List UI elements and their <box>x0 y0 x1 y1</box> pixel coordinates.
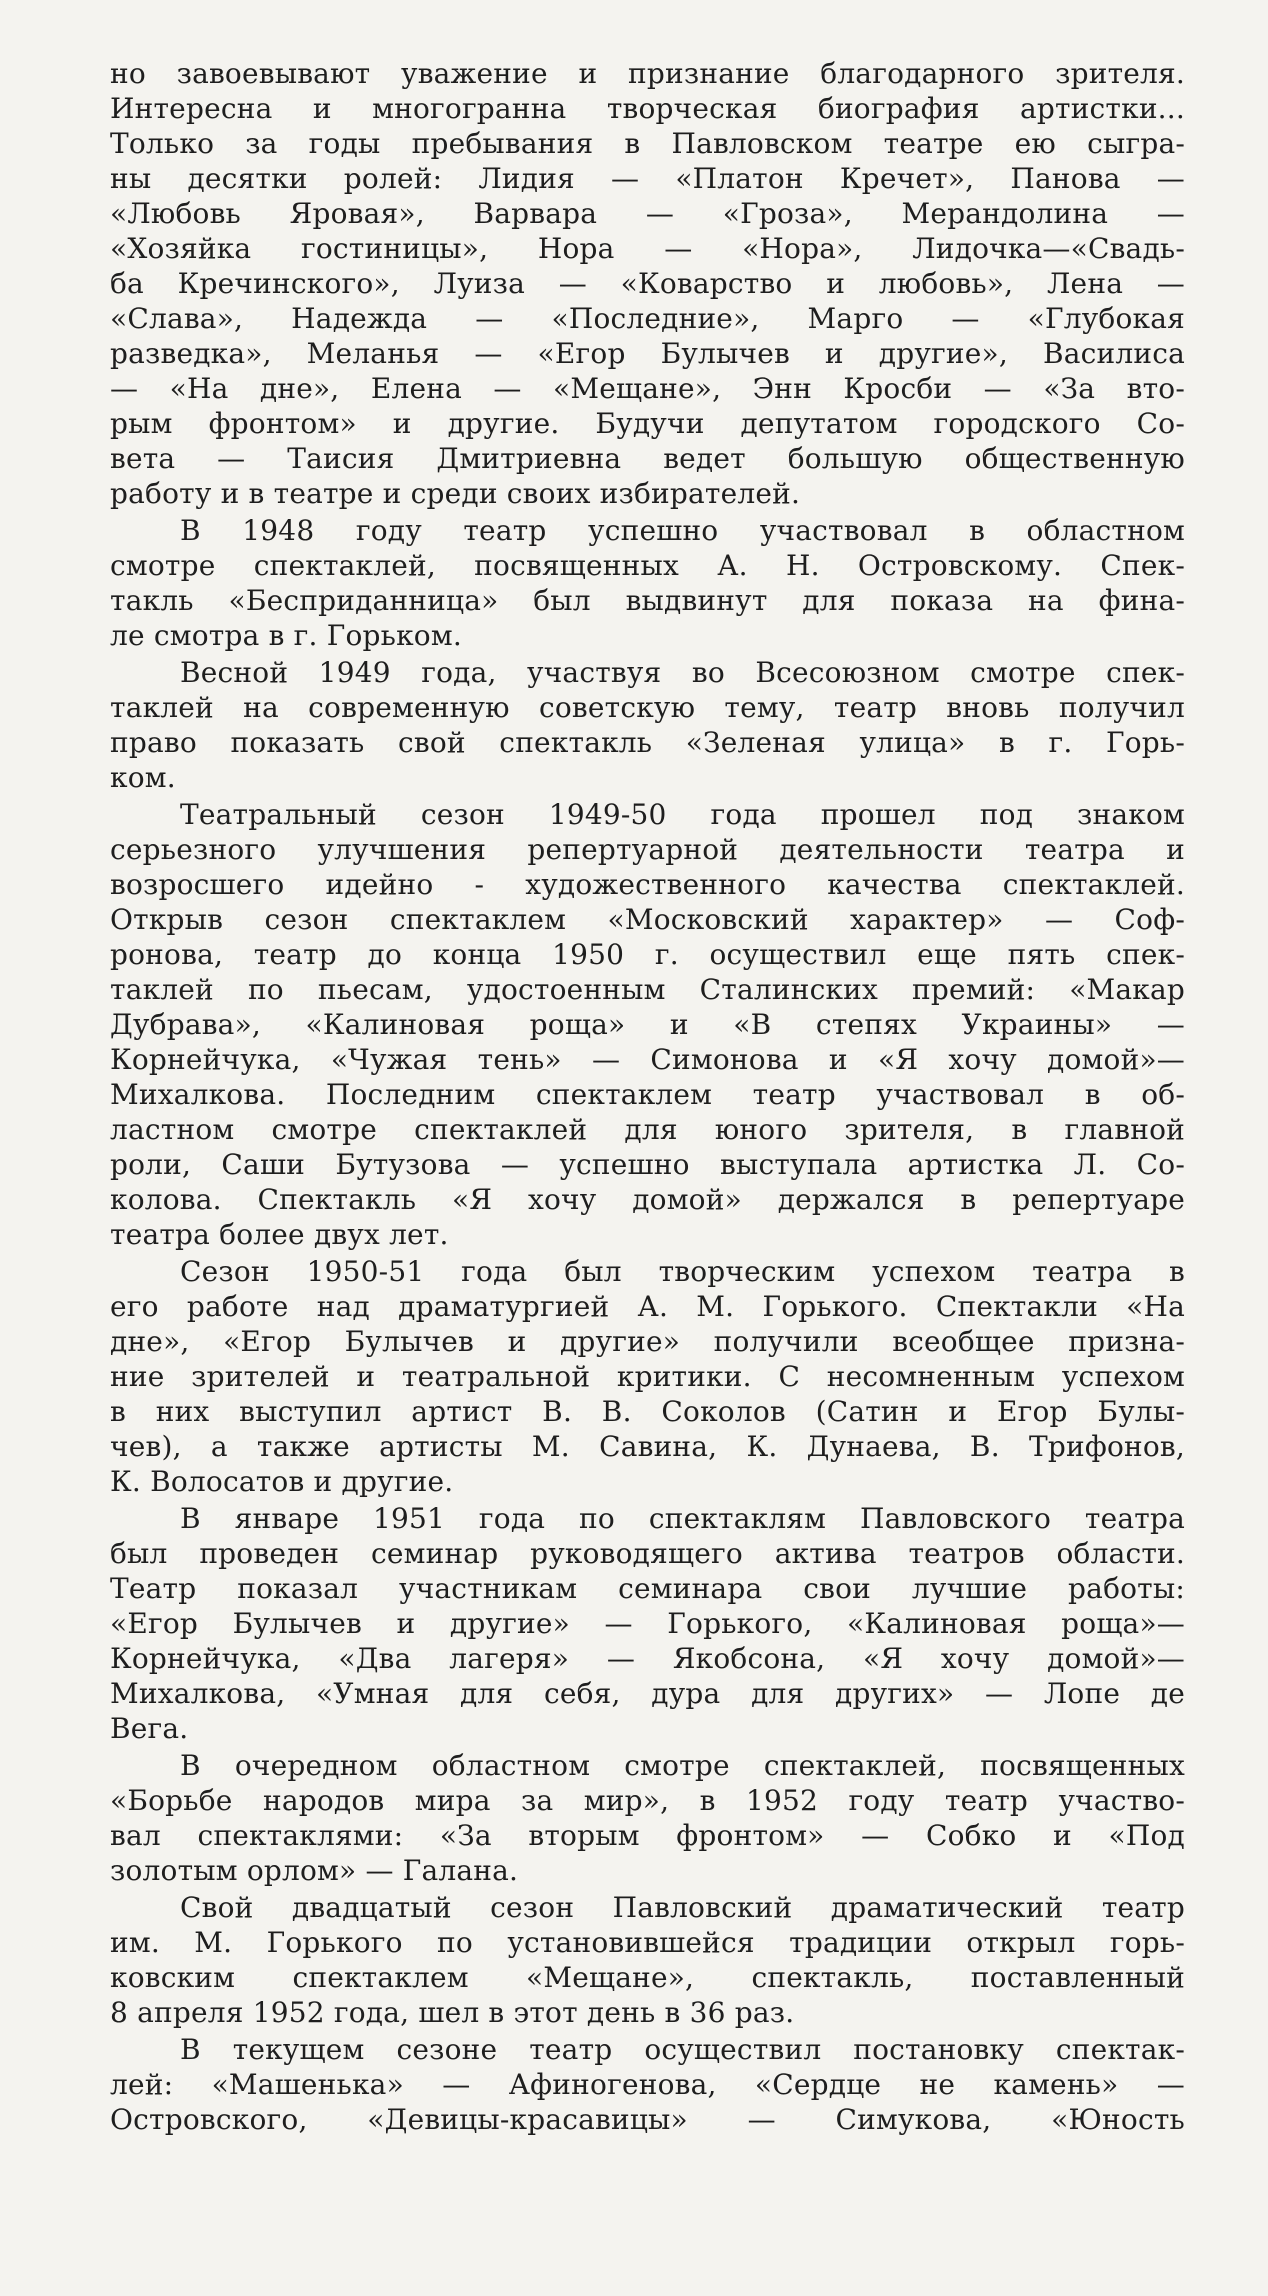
text-line: Открыв сезон спектаклем «Московский характер» — Соф- <box>110 903 1185 936</box>
text-line: «Борьбе народов мира за мир», в 1952 году театр участво- <box>110 1784 1185 1817</box>
text-line: но завоевывают уважение и признание благодарного зрителя. <box>110 57 1185 90</box>
text-line: — «На дне», Елена — «Мещане», Энн Кросби — «За вто- <box>110 372 1185 405</box>
text-line: вал спектаклями: «За вторым фронтом» — Собко и «Под <box>110 1819 1185 1852</box>
text-line: ком. <box>110 761 176 794</box>
text-line: Корнейчука, «Чужая тень» — Симонова и «Я хочу домой»— <box>110 1043 1185 1076</box>
text-line: Театр показал участникам семинара свои лучшие работы: <box>110 1572 1185 1605</box>
text-line: ние зрителей и театральной критики. С несомненным успехом <box>110 1360 1185 1393</box>
text-line: дне», «Егор Булычев и другие» получили всеобщее призна- <box>110 1325 1185 1358</box>
text-line: театра более двух лет. <box>110 1218 449 1251</box>
text-line: разведка», Меланья — «Егор Булычев и другие», Василиса <box>110 337 1185 370</box>
text-line: роли, Саши Бутузова — успешно выступала артистка Л. Со- <box>110 1148 1185 1181</box>
paragraph <box>110 1748 1185 1888</box>
paragraph <box>110 2032 1185 2137</box>
document-page <box>110 56 1185 2137</box>
text-line: Театральный сезон 1949-50 года прошел под знаком <box>180 798 1185 831</box>
text-line: «Егор Булычев и другие» — Горького, «Калиновая роща»— <box>110 1607 1185 1640</box>
text-line: Вега. <box>110 1712 189 1745</box>
text-line: В очередном областном смотре спектаклей, посвященных <box>180 1749 1185 1782</box>
paragraph <box>110 56 1185 511</box>
paragraph <box>110 1890 1185 2030</box>
text-line: ба Кречинского», Луиза — «Коварство и любовь», Лена — <box>110 267 1185 300</box>
text-line: таклей по пьесам, удостоенным Сталинских премий: «Макар <box>110 973 1185 1006</box>
text-line: лей: «Машенька» — Афиногенова, «Сердце не камень» — <box>110 2068 1185 2101</box>
text-line: ковским спектаклем «Мещане», спектакль, поставленный <box>110 1961 1185 1994</box>
text-line: В январе 1951 года по спектаклям Павловского театра <box>180 1502 1185 1535</box>
text-line: Только за годы пребывания в Павловском театре ею сыгра- <box>110 127 1185 160</box>
text-line: Михалкова. Последним спектаклем театр участвовал в об- <box>110 1078 1185 1111</box>
text-line: возросшего идейно - художественного качества спектаклей. <box>110 868 1185 901</box>
text-line: «Слава», Надежда — «Последние», Марго — «Глубокая <box>110 302 1185 335</box>
paragraph <box>110 797 1185 1252</box>
text-line: его работе над драматургией А. М. Горького. Спектакли «На <box>110 1290 1185 1323</box>
text-line: Сезон 1950-51 года был творческим успехом театра в <box>180 1255 1185 1288</box>
text-line: В 1948 году театр успешно участвовал в областном <box>180 514 1185 547</box>
text-line: ле смотра в г. Горьком. <box>110 619 462 652</box>
text-line: Весной 1949 года, участвуя во Всесоюзном смотре спек- <box>180 656 1185 689</box>
text-line: работу и в театре и среди своих избирателей. <box>110 477 801 510</box>
paragraph <box>110 513 1185 653</box>
text-line: право показать свой спектакль «Зеленая улица» в г. Горь- <box>110 726 1185 759</box>
text-line: такль «Бесприданница» был выдвинут для показа на фина- <box>110 584 1185 617</box>
text-line: К. Волосатов и другие. <box>110 1465 454 1498</box>
text-line: «Любовь Яровая», Варвара — «Гроза», Мерандолина — <box>110 197 1185 230</box>
text-line: таклей на современную советскую тему, театр вновь получил <box>110 691 1185 724</box>
text-line: чев), а также артисты М. Савина, К. Дунаева, В. Трифонов, <box>110 1430 1185 1463</box>
text-line: В текущем сезоне театр осуществил постановку спектак- <box>180 2033 1185 2066</box>
text-line: ластном смотре спектаклей для юного зрителя, в главной <box>110 1113 1185 1146</box>
text-line: ны десятки ролей: Лидия — «Платон Кречет», Панова — <box>110 162 1185 195</box>
text-line: 8 апреля 1952 года, шел в этот день в 36 раз. <box>110 1996 795 2029</box>
text-line: вета — Таисия Дмитриевна ведет большую общественную <box>110 442 1185 475</box>
text-line: золотым орлом» — Галана. <box>110 1854 519 1887</box>
text-line: ронова, театр до конца 1950 г. осуществил еще пять спек- <box>110 938 1185 971</box>
text-line: Дубрава», «Калиновая роща» и «В степях Украины» — <box>110 1008 1185 1041</box>
paragraph <box>110 655 1185 795</box>
text-line: в них выступил артист В. В. Соколов (Сатин и Егор Булы- <box>110 1395 1185 1428</box>
text-line: Интересна и многогранна творческая биография артистки... <box>110 92 1185 125</box>
text-line: был проведен семинар руководящего актива театров области. <box>110 1537 1185 1570</box>
text-line: Корнейчука, «Два лагеря» — Якобсона, «Я хочу домой»— <box>110 1642 1185 1675</box>
text-line: колова. Спектакль «Я хочу домой» держался в репертуаре <box>110 1183 1185 1216</box>
text-line: Свой двадцатый сезон Павловский драматический театр <box>180 1891 1185 1924</box>
text-line: рым фронтом» и другие. Будучи депутатом городского Со- <box>110 407 1185 440</box>
text-line: «Хозяйка гостиницы», Нора — «Нора», Лидочка—«Свадь- <box>110 232 1185 265</box>
text-line: серьезного улучшения репертуарной деятельности театра и <box>110 833 1185 866</box>
text-line: Михалкова, «Умная для себя, дура для других» — Лопе де <box>110 1677 1185 1710</box>
text-line: им. М. Горького по установившейся традиции открыл горь- <box>110 1926 1185 1959</box>
text-line: смотре спектаклей, посвященных А. Н. Островскому. Спек- <box>110 549 1185 582</box>
text-line: Островского, «Девицы-красавицы» — Симукова, «Юность <box>110 2103 1185 2136</box>
paragraph <box>110 1254 1185 1499</box>
paragraph <box>110 1501 1185 1746</box>
